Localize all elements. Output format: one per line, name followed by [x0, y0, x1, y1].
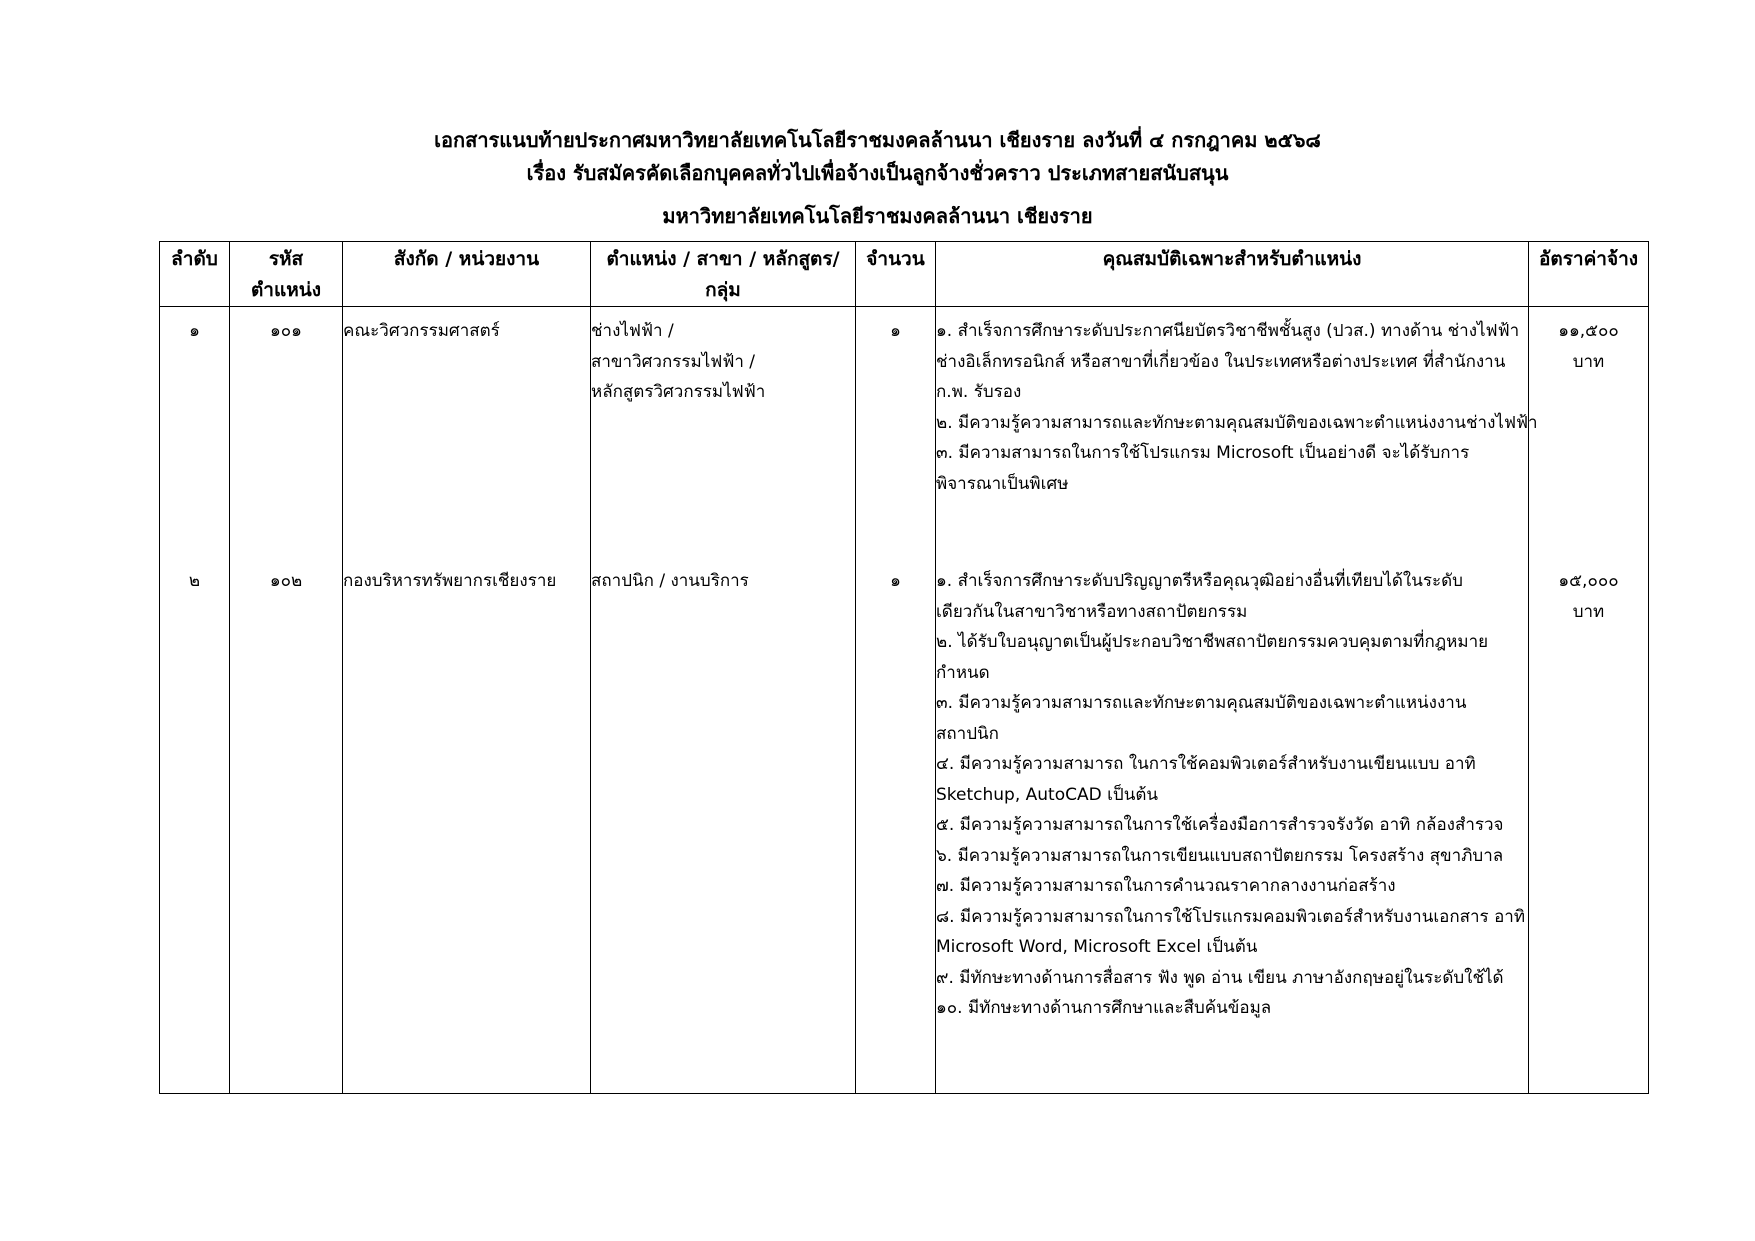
col-header-position: ตำแหน่ง / สาขา / หลักสูตร/ กลุ่ม [591, 242, 856, 307]
institution-name: มหาวิทยาลัยเทคโนโลยีราชมงคลล้านนา เชียงราย [662, 204, 1093, 228]
positions-table [159, 241, 1649, 1094]
row-position: สถาปนิก / งานบริการ [591, 561, 856, 1094]
col-header-code: รหัส ตำแหน่ง [230, 242, 343, 307]
col-header-unit: สังกัด / หน่วยงาน [343, 242, 591, 307]
row-position: ช่างไฟฟ้า / สาขาวิศวกรรมไฟฟ้า / หลักสูตรวิศวกรรมไฟฟ้า [591, 307, 856, 562]
document-subject: เรื่อง รับสมัครคัดเลือกบุคคลทั่วไปเพื่อจ้างเป็นลูกจ้างชั่วคราว ประเภทสายสนับสนุน [526, 161, 1229, 185]
col-header-qualifications: คุณสมบัติเฉพาะสำหรับตำแหน่ง [936, 242, 1529, 307]
row-no: ๑ [160, 307, 230, 562]
row-qualifications: ๑. สำเร็จการศึกษาระดับประกาศนียบัตรวิชาชีพชั้นสูง (ปวส.) ทางด้าน ช่างไฟฟ้า ช่างอิเล็กทรอนิกส์ หรือสาขาที่เกี่ยวข้อง ในประเทศหรือต่างประเทศ ที่สำนักงาน ก.พ. รับรอง ๒. มีความรู้ความสามารถและทักษะตามคุณสมบัติของเฉพาะตำแหน่งงานช่างไฟฟ้า ๓. มีความสามารถในการใช้โปรแกรม Microsoft เป็นอย่างดี จะได้รับการ พิจารณาเป็นพิเศษ [936, 307, 1529, 562]
row-no: ๒ [160, 561, 230, 1094]
row-qualifications: ๑. สำเร็จการศึกษาระดับปริญญาตรีหรือคุณวุฒิอย่างอื่นที่เทียบได้ในระดับ เดียวกันในสาขาวิชาหรือทางสถาปัตยกรรม ๒. ได้รับใบอนุญาตเป็นผู้ประกอบวิชาชีพสถาปัตยกรรมควบคุมตามที่กฎหมาย กำหนด ๓. มีความรู้ความสามารถและทักษะตามคุณสมบัติของเฉพาะตำแหน่งงาน สถาปนิก ๔. มีความรู้ความสามารถ ในการใช้คอมพิวเตอร์สำหรับงานเขียนแบบ อาทิ Sketchup, AutoCAD เป็นต้น ๕. มีความรู้ความสามารถในการใช้เครื่องมือการสำรวจรังวัด อาทิ กล้องสำรวจ ๖. มีความรู้ความสามารถในการเขียนแบบสถาปัตยกรรม โครงสร้าง สุขาภิบาล ๗. มีความรู้ความสามารถในการคำนวณราคากลางงานก่อสร้าง ๘. มีความรู้ความสามารถในการใช้โปรแกรมคอมพิวเตอร์สำหรับงานเอกสาร อาทิ Microsoft Word, Microsoft Excel เป็นต้น ๙. มีทักษะทางด้านการสื่อสาร ฟัง พูด อ่าน เขียน ภาษาอังกฤษอยู่ในระดับใช้ได้ ๑๐. มีทักษะทางด้านการศึกษาและสืบค้นข้อมูล [936, 561, 1529, 1094]
row-unit: กองบริหารทรัพยากรเชียงราย [343, 561, 591, 1094]
row-wage: ๑๕,๐๐๐ บาท [1529, 561, 1649, 1094]
col-header-wage: อัตราค่าจ้าง [1529, 242, 1649, 307]
row-count: ๑ [856, 561, 936, 1094]
row-code: ๑๐๒ [230, 561, 343, 1094]
row-wage: ๑๑,๕๐๐ บาท [1529, 307, 1649, 562]
table-row [160, 561, 1649, 1094]
document-title: เอกสารแนบท้ายประกาศมหาวิทยาลัยเทคโนโลยีราชมงคลล้านนา เชียงราย ลงวันที่ ๔ กรกฎาคม ๒๕๖๘ [434, 128, 1321, 152]
table-header-row [160, 242, 1649, 307]
col-header-no: ลำดับ [160, 242, 230, 307]
row-count: ๑ [856, 307, 936, 562]
table-row [160, 307, 1649, 562]
col-header-count: จำนวน [856, 242, 936, 307]
row-unit: คณะวิศวกรรมศาสตร์ [343, 307, 591, 562]
row-code: ๑๐๑ [230, 307, 343, 562]
